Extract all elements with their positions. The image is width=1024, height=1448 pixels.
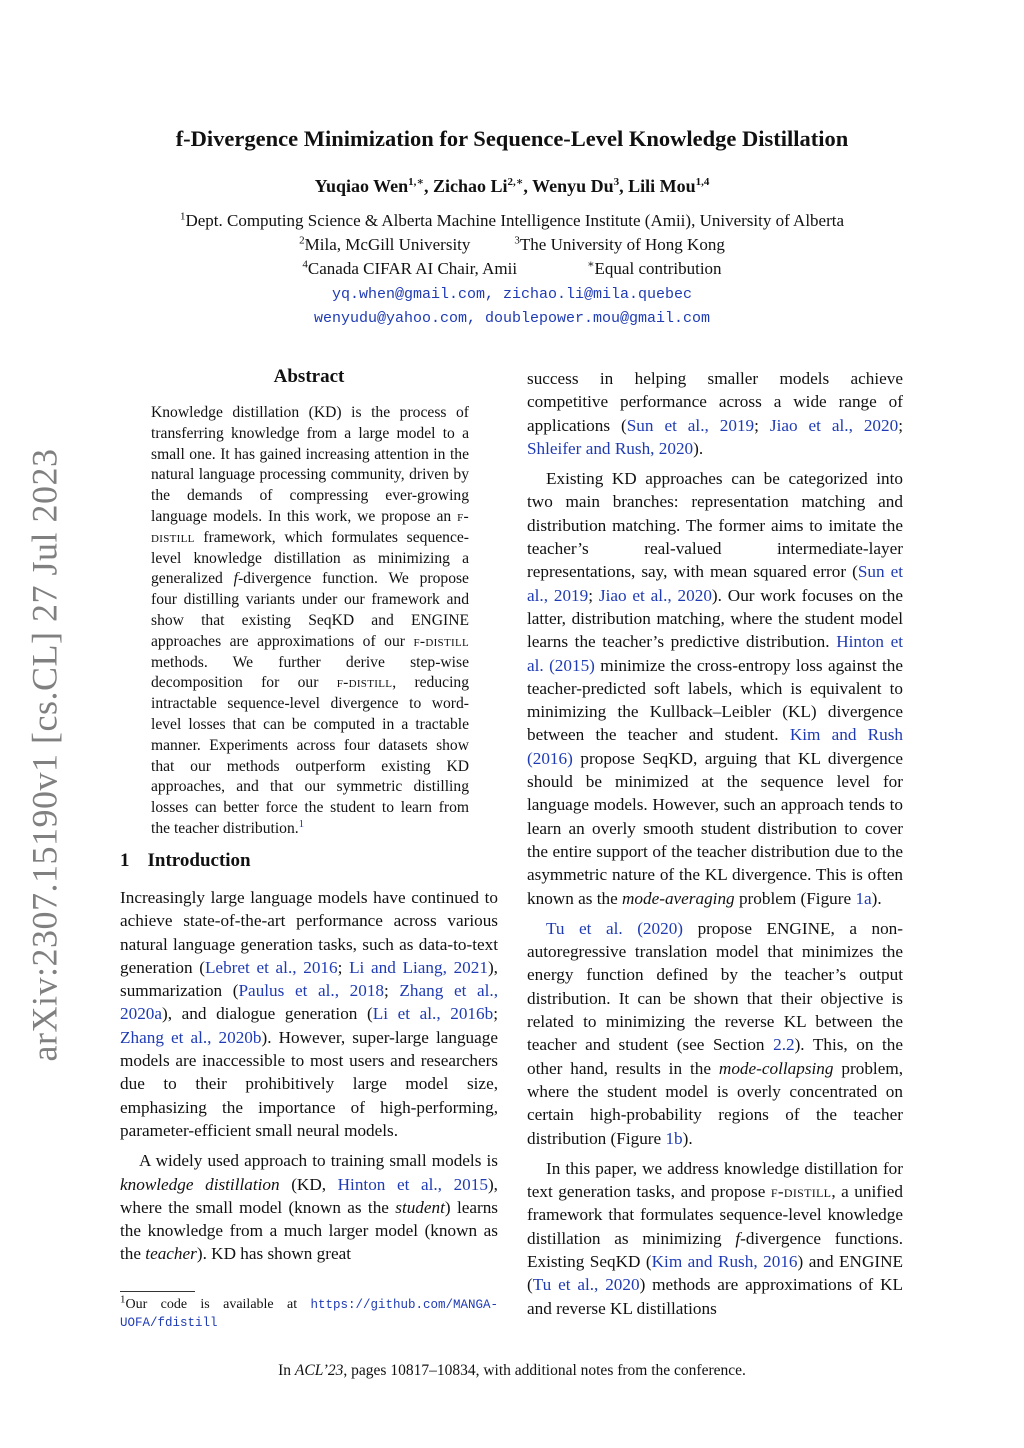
arxiv-identifier-stamp [20,448,68,1062]
code-url-link[interactable]: https://github.com/MANGA-UOFA/fdistill [120,1298,498,1330]
author-mark: 1,4 [695,176,710,188]
fdistill-name: f-distill [151,507,469,546]
fdistill-name: f-distill [336,674,393,692]
footnote-divider [120,1291,195,1292]
author-mark: 2,∗ [507,176,524,188]
venue-name: ACL’23 [294,1362,344,1379]
affiliation-line-3 [80,259,944,279]
section-ref-link[interactable]: 2.2 [773,1035,795,1055]
citation-link[interactable]: Kim and Rush (2016) [527,725,903,768]
citation-link[interactable]: Shleifer and Rush, 2020 [527,438,694,458]
citation-link[interactable]: Kim and Rush, 2016 [651,1251,798,1271]
author-name: Yuqiao Wen [314,176,409,196]
citation-link[interactable]: Hinton et al. (2015) [527,632,904,675]
affil-mark: 2 [299,234,305,247]
author-mark: 1,∗ [408,176,425,188]
email-line-1[interactable]: yq.when@gmail.com, zichao.li@mila.quebec [331,286,693,303]
paragraph: Increasingly large language models have continued to achieve state-of-the-art performance across various natural language generation tasks, such as data-to-text generation (Lebret et al., 2016; Li and Liang, 2021), summarization (Paulus et al., 2018; Zhang et al., 2020a), and dialogue generation (Li et al., 2016b; Zhang et al., 2020b). However, super-large language models are inaccessible to most users and researchers due to their prohibitively large model size, emphasizing the importance of high-performing, parameter-efficient small neural models. [120,888,498,1140]
affil-text: Dept. Computing Science & Alberta Machine Intelligence Institute (Amii), University of Alberta [185,211,845,230]
citation-link[interactable]: Li and Liang, 2021 [349,957,488,977]
affil-text: Mila, McGill University [304,235,471,254]
citation-link[interactable]: Tu et al., 2020 [532,1275,640,1295]
section-heading-introduction [120,850,251,872]
affil-mark: 4 [302,258,308,271]
section-number: 1 [120,850,130,871]
citation-link[interactable]: Zhang et al., 2020a [120,981,498,1024]
affil-text: The University of Hong Kong [519,235,725,254]
citation-link[interactable]: Paulus et al., 2018 [238,981,385,1001]
paragraph: Tu et al. (2020) propose ENGINE, a non-autoregressive translation model that minimizes the energy function defined by the teacher’s output distribution. It can be shown that their objective is related to minimizing the reverse KL between the teacher and student (see Section 2.2). This, on the other hand, results in the mode-collapsing problem, where the student model is overly concentrated on certain high-probability regions of the teacher distribution (Figure 1b). [527,918,904,1148]
abstract-body: Knowledge distillation (KD) is the process of transferring knowledge from a large model to a small one. It has gained increasing attention in the natural language processing community, driven by the demands of compressing ever-growing language models. In this work, we propose an f-distill framework, which formulates sequence-level knowledge distillation as minimizing a generalized f-divergence function. We propose four distilling variants under our framework and show that existing SeqKD and ENGINE approaches are approximations of our f-distill methods. We further derive step-wise decomposition for our f-distill, reducing intractable sequence-level divergence to word-level losses that can be computed in a tractable manner. Experiments across four datasets show that our methods outperform existing KD approaches, and that our symmetric distilling losses can better force the student to learn from the teacher distribution.$^1$ [151,404,470,837]
citation-link[interactable]: Sun et al., 2019 [626,415,755,435]
affiliation-line-2 [80,235,944,255]
section-title: Introduction [147,850,251,871]
citation-link[interactable]: Jiao et al., 2020 [598,585,712,605]
fdistill-name: f-distill [413,632,469,650]
citation-link[interactable]: Li et al., 2016b [372,1004,494,1024]
citation-link[interactable]: Jiao et al., 2020 [769,415,899,435]
paragraph: Existing KD approaches can be categorized into two main branches: representation matching and distribution matching. The former aims to imitate the teacher’s real-valued intermediate-layer representations, say, with mean squared error (Sun et al., 2019; Jiao et al., 2020). Our work focuses on the latter, distribution matching, where the student model learns the teacher’s predictive distribution. Hinton et al. (2015) minimize the cross-entropy loss against the teacher-predicted soft labels, which is equivalent to minimizing the Kullback–Leibler (KL) divergence between the teacher and student. Kim and Rush (2016) propose SeqKD, arguing that KL divergence should be minimized at the sequence level for language models. However, such an approach tends to learn an overly smooth student distribution to cover the entire support of the teacher distribution due to the asymmetric nature of the KL divergence. This is often known as the mode-averaging problem (Figure 1a). [527,469,904,908]
paragraph: In this paper, we address knowledge distillation for text generation tasks, and propose f-distill, a unified framework that formulates sequence-level knowledge distillation as minimizing f-divergence functions. Existing SeqKD (Kim and Rush, 2016) and ENGINE (Tu et al., 2020) methods are approximations of KL and reverse KL distillations [527,1158,904,1318]
paragraph: A widely used approach to training small models is knowledge distillation (KD, Hinton et al., 2015), where the small model (known as the student) learns the knowledge from a much larger model (known as the teacher). KD has shown great [120,1151,498,1264]
affil-mark: 3 [514,234,520,247]
author-name: Wenyu Du [532,176,614,196]
figure-ref-link[interactable]: 1b [665,1128,683,1148]
citation-link[interactable]: Tu et al. (2020) [546,918,684,938]
paragraph: success in helping smaller models achieve competitive performance across a wide range of applications (Sun et al., 2019; Jiao et al., 2020; Shleifer and Rush, 2020). [527,369,903,458]
author-mark: 3 [613,176,620,188]
author-name: Lili Mou [628,176,696,196]
affiliation-line-1 [80,211,944,231]
footnote-ref[interactable]: 1 [298,817,305,830]
citation-link[interactable]: Sun et al., 2019 [527,562,903,605]
page-footer: In ACL’23, pages 10817–10834, with additional notes from the conference. [278,1362,746,1379]
citation-link[interactable]: Zhang et al., 2020b [120,1027,262,1047]
fdistill-name: f-distill [770,1182,832,1202]
author-name: Zichao Li [433,176,508,196]
paper-title: f-Divergence Minimization for Sequence-Level Knowledge Distillation [175,126,849,151]
footnote-mark: 1 [120,1293,126,1306]
abstract-heading: Abstract [273,366,345,387]
email-line-2[interactable]: wenyudu@yahoo.com, doublepower.mou@gmail.com [313,310,711,327]
citation-link[interactable]: Hinton et al., 2015 [337,1174,488,1194]
affil-text: Equal contribution [594,259,722,278]
citation-link[interactable]: Lebret et al., 2016 [204,957,338,977]
affil-text: Canada CIFAR AI Chair, Amii [307,259,518,278]
affil-mark: 1 [179,210,186,223]
footnote: $^1$Our code is available at https://github.com/MANGA-UOFA/fdistill [120,1293,498,1330]
author-list: Yuqiao Wen$^{1,∗}$, Zichao $Li^{2,∗}$, Wenyu Du$^3$, Lili Mou$^{1,4}$ [314,176,710,196]
right-column-body [527,367,903,1327]
left-column-body [120,886,498,1273]
arxiv-stamp-text: arXiv:2307.15190v1 [cs.CL] 27 Jul 2023 [24,448,65,1062]
figure-ref-link[interactable]: 1a [855,888,872,908]
affil-mark: ∗ [587,258,595,271]
